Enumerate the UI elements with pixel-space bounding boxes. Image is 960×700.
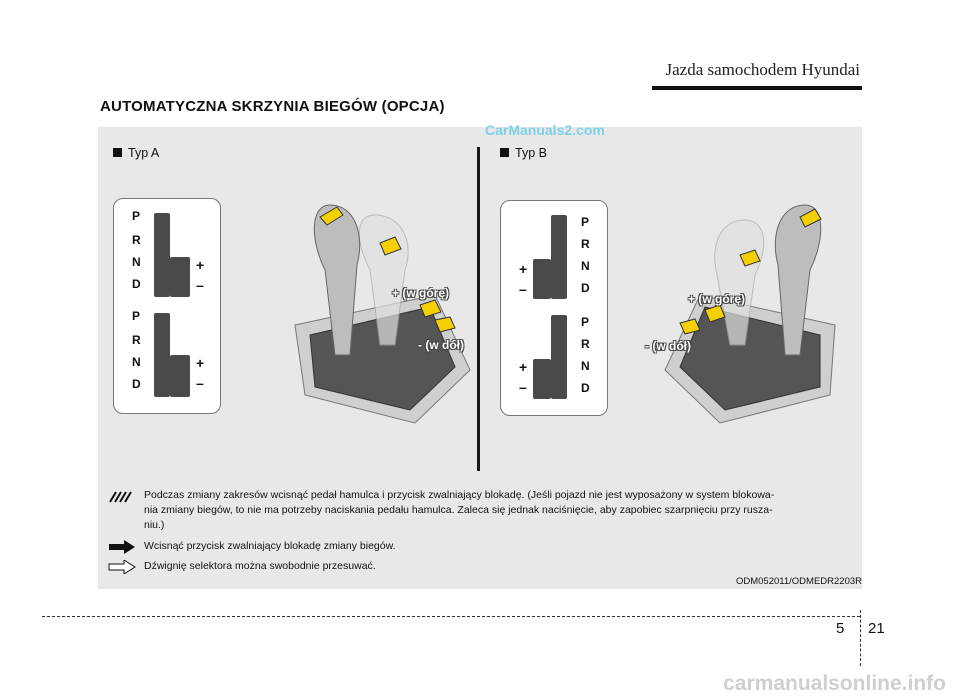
gear-n: N	[581, 359, 590, 373]
gate-slot	[154, 213, 170, 297]
header-rule	[652, 86, 862, 90]
gear-d: D	[132, 277, 141, 291]
solid-arrow-icon	[108, 540, 136, 554]
plus-sign: +	[519, 261, 528, 277]
gate-manual-slot	[170, 355, 190, 397]
gear-n: N	[581, 259, 590, 273]
gear-d: D	[132, 377, 141, 391]
plus-sign: +	[519, 359, 528, 375]
gear-r: R	[132, 333, 141, 347]
type-b-shifter-illustration	[655, 195, 850, 430]
legend-free-text: Dźwignię selektora można swobodnie przesuwać.	[144, 560, 376, 572]
gear-p: P	[132, 209, 141, 223]
bullet-square-icon	[500, 148, 509, 157]
watermark-top[interactable]: CarManuals2.com	[485, 122, 605, 138]
gear-r: R	[132, 233, 141, 247]
legend-brake-line-2: nia zmiany biegów, to nie ma potrzeby naciskania pedału hamulca. Zaleca się jednak naciśnięcie, aby zapobiec szarpnięciu przy rusza-	[144, 504, 773, 516]
gear-d: D	[581, 381, 590, 395]
gear-p: P	[132, 309, 141, 323]
type-a-label-text: Typ A	[128, 146, 160, 160]
column-divider	[477, 147, 480, 471]
gear-n: N	[132, 255, 141, 269]
section-title: AUTOMATYCZNA SKRZYNIA BIEGÓW (OPCJA)	[100, 98, 445, 115]
watermark-bottom[interactable]: carmanualsonline.info	[723, 672, 946, 695]
outline-arrow-icon	[108, 560, 136, 574]
type-a-label	[113, 146, 159, 160]
gear-p: P	[581, 315, 590, 329]
legend-brake-line-3: niu.)	[144, 519, 165, 531]
chapter-number: 5	[836, 620, 845, 637]
gate-slot	[154, 313, 170, 397]
gate-slot	[551, 215, 567, 299]
bullet-square-icon	[113, 148, 122, 157]
gear-n: N	[132, 355, 141, 369]
shift-down-label: - (w dół)	[418, 338, 464, 352]
plus-sign: +	[196, 355, 205, 371]
type-a-shifter-illustration	[285, 195, 475, 430]
running-header: Jazda samochodem Hyundai	[665, 60, 860, 79]
page-number: 21	[868, 620, 885, 637]
minus-sign: –	[196, 375, 204, 391]
footer-vertical-dashed-rule	[860, 610, 861, 666]
gear-r: R	[581, 337, 590, 351]
plus-sign: +	[196, 257, 205, 273]
gate-manual-slot	[533, 259, 551, 299]
type-b-label	[500, 146, 547, 160]
gear-d: D	[581, 281, 590, 295]
gate-manual-slot	[170, 257, 190, 297]
shift-down-label: - (w dół)	[645, 339, 691, 353]
minus-sign: –	[519, 281, 527, 297]
gear-r: R	[581, 237, 590, 251]
legend-press-text: Wcisnąć przycisk zwalniający blokadę zmiany biegów.	[144, 540, 396, 552]
type-b-label-text: Typ B	[515, 146, 547, 160]
minus-sign: –	[196, 277, 204, 293]
type-a-pattern-box	[113, 198, 221, 414]
minus-sign: –	[519, 379, 527, 395]
type-b-pattern-box	[500, 200, 608, 416]
figure-code: ODM052011/ODMEDR2203R	[735, 576, 862, 587]
footer-dashed-rule	[42, 616, 860, 617]
shift-up-label: + (w górę)	[688, 292, 746, 306]
gate-slot	[551, 315, 567, 399]
gate-manual-slot	[533, 359, 551, 399]
gear-p: P	[581, 215, 590, 229]
brake-pedal-icon	[108, 490, 136, 504]
legend-brake-text	[144, 488, 774, 533]
shift-up-label: + (w górę)	[392, 286, 450, 300]
legend-brake-line-1: Podczas zmiany zakresów wcisnąć pedał hamulca i przycisk zwalniający blokadę. (Jeśli pojazd nie jest wyposażony w system blokowa-	[144, 489, 775, 501]
